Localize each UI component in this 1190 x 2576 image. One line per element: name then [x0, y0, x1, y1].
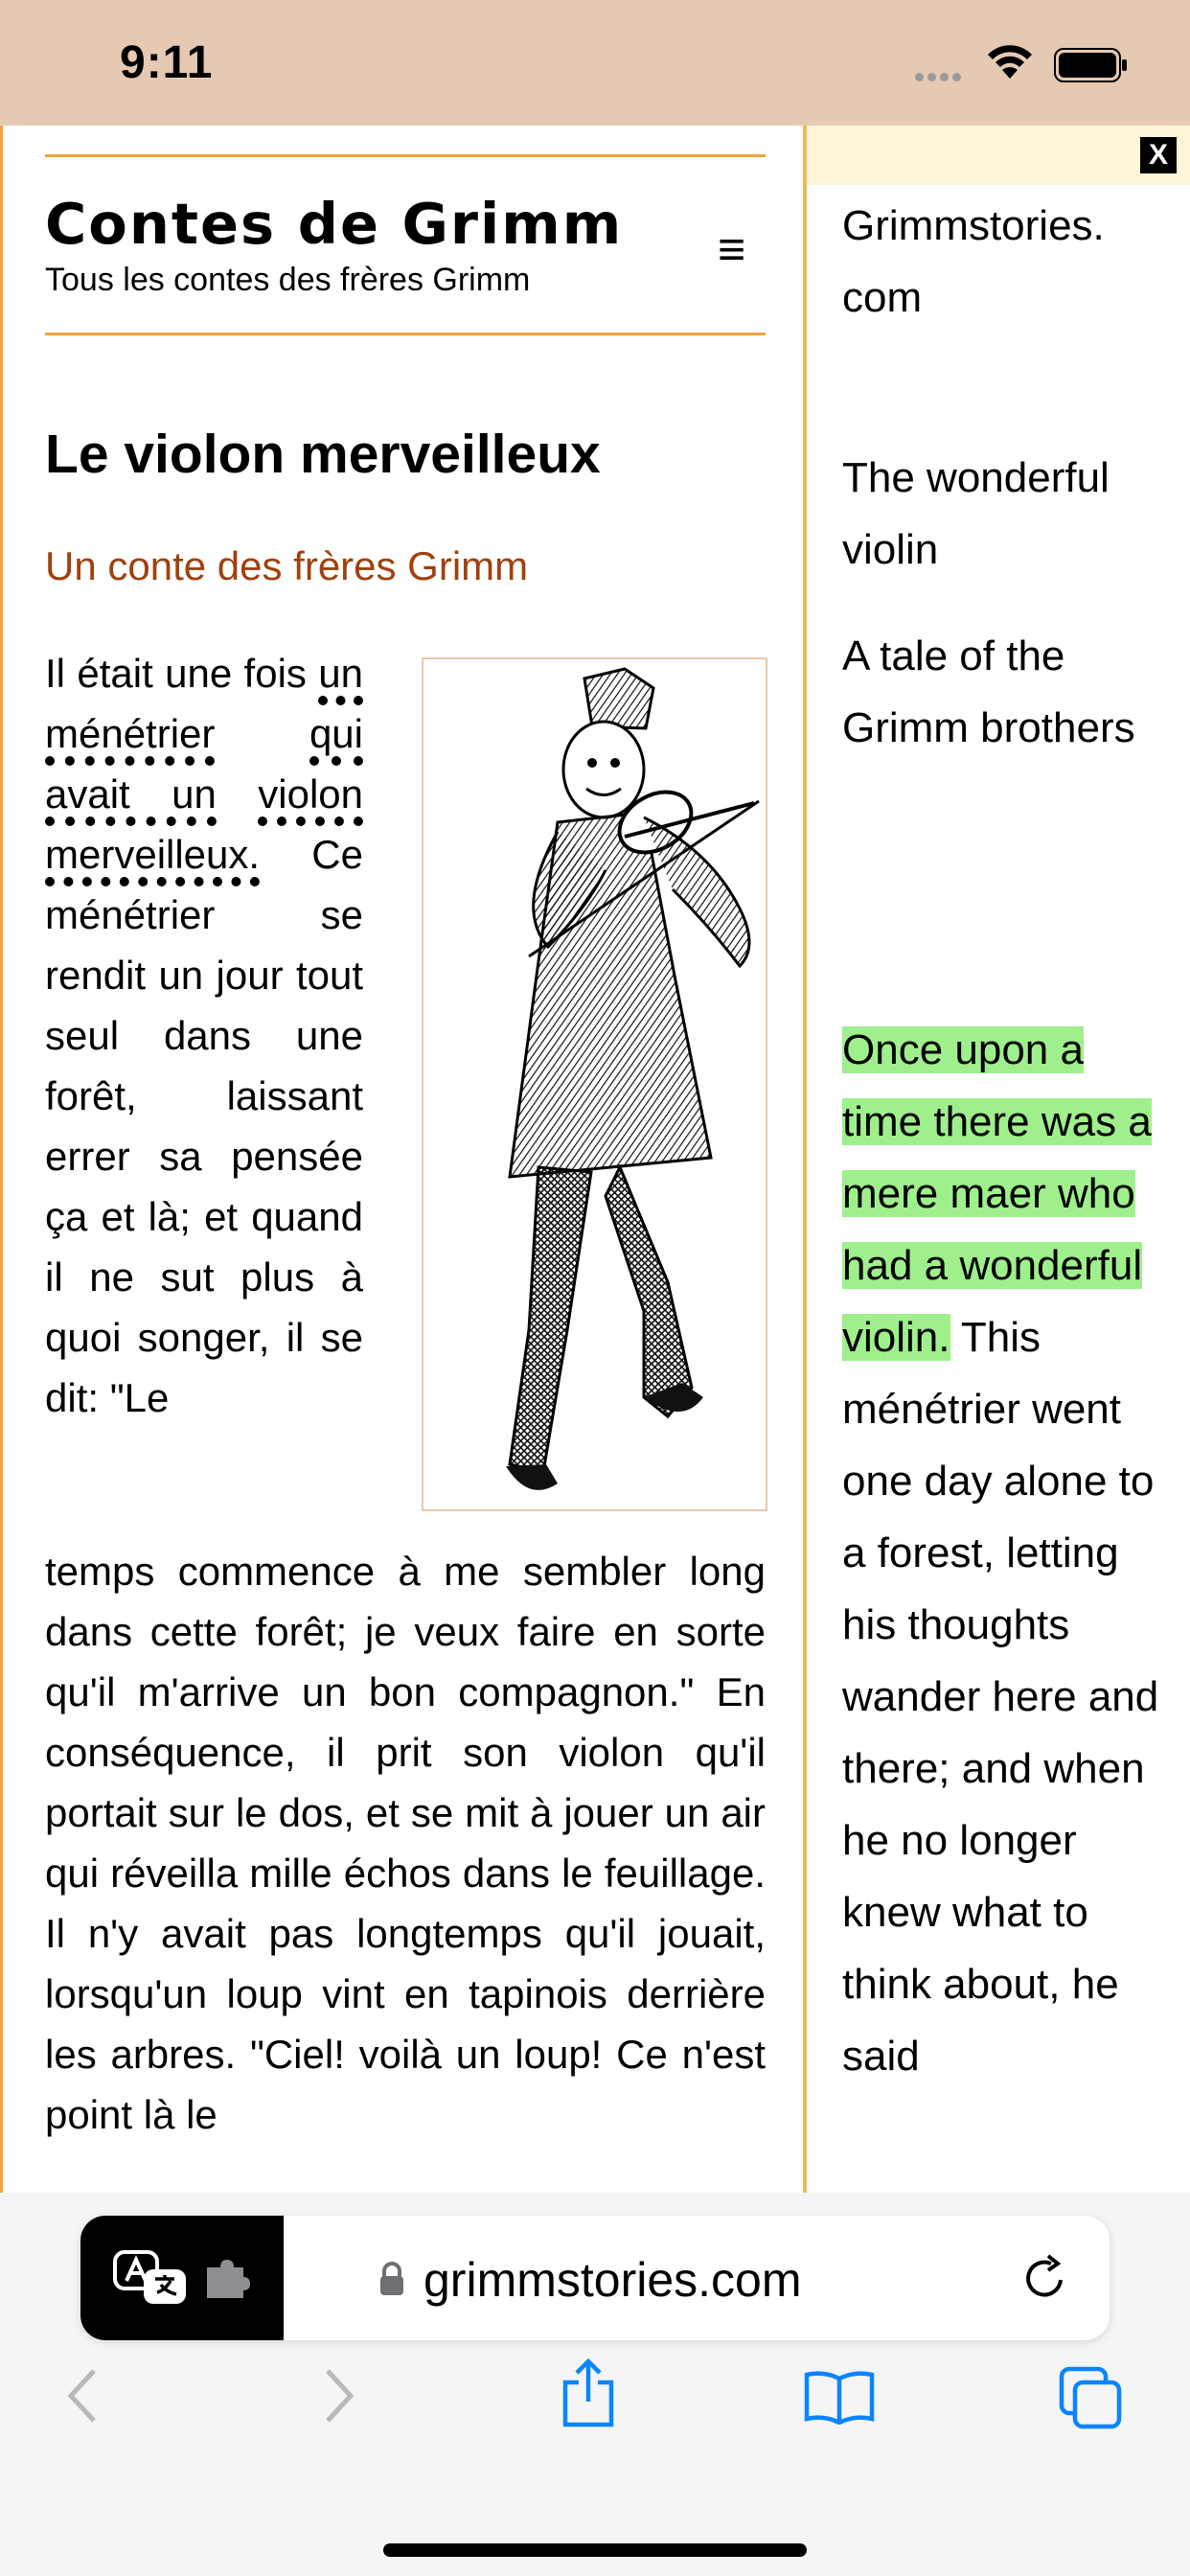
translate-icon[interactable]	[113, 2250, 190, 2308]
translation-rest: This ménétrier went one day alone to a forest, letting his thoughts wander here and there; and when he no longer knew what to think about, he said	[842, 1314, 1159, 2080]
dotted-phrase-4[interactable]: merveilleux.	[45, 832, 260, 886]
story-paragraph-intro	[45, 643, 363, 1428]
wifi-icon	[985, 42, 1035, 80]
header-divider-top	[45, 154, 766, 157]
home-indicator[interactable]	[383, 2543, 807, 2557]
translation-highlight[interactable]: Once upon a time there was a mere maer who had a wonderful violin.	[842, 1026, 1152, 1361]
violinist-illustration	[422, 657, 767, 1511]
bookmarks-icon[interactable]	[803, 2369, 876, 2425]
battery-icon	[1054, 48, 1129, 82]
address-bar[interactable]	[80, 2216, 1110, 2340]
translation-pane-header	[807, 126, 1190, 185]
translation-subtitle: A tale of the Grimm brothers	[842, 632, 1135, 751]
url-text[interactable]: grimmstories.com	[423, 2253, 802, 2307]
story-paragraph-body: temps commence à me sembler long dans cette forêt; je veux faire en sorte qu'il m'arrive un bon compagnon." En conséquence, il prit son violon qu'il portait sur le dos, et se mit à jouer un air qui réveilla mille échos dans le feuillage. Il n'y avait pas longtemps qu'il jouait, lorsqu'un loup vint en tapinois derrière les arbres. "Ciel! voilà un loup! Ce n'est point là le	[45, 1549, 766, 2137]
web-content	[0, 126, 1190, 2193]
translation-title: The wonderful violin	[842, 454, 1110, 573]
site-title[interactable]: Contes de Grimm	[45, 191, 624, 257]
forward-icon[interactable]	[320, 2365, 358, 2426]
original-page-pane[interactable]	[0, 126, 806, 2193]
translation-site: Grimmstories. com	[842, 202, 1105, 321]
close-translation-button[interactable]: X	[1140, 137, 1177, 173]
back-icon[interactable]	[63, 2365, 102, 2426]
browser-toolbar	[0, 2193, 1190, 2576]
status-bar	[0, 0, 1190, 126]
dotted-phrase-3[interactable]: violon	[258, 771, 363, 826]
extensions-area[interactable]	[80, 2216, 284, 2340]
translation-pane	[807, 126, 1190, 2193]
dotted-phrase-1[interactable]: un ménétrier	[45, 651, 363, 766]
cellular-signal-icon	[915, 69, 965, 86]
para-start: Il était une fois	[45, 651, 307, 696]
menu-icon[interactable]: ≡	[718, 222, 746, 276]
story-subtitle: Un conte des frères Grimm	[45, 543, 529, 588]
tabs-icon[interactable]	[1058, 2365, 1125, 2430]
dotted-phrase-2[interactable]: qui avait un	[45, 711, 363, 826]
share-icon[interactable]	[560, 2358, 617, 2428]
translation-paragraph	[842, 1014, 1168, 2092]
status-time: 9:11	[120, 37, 214, 88]
header-divider-bottom	[45, 333, 766, 335]
reload-icon[interactable]	[1019, 2252, 1071, 2304]
story-title: Le violon merveilleux	[45, 424, 601, 485]
site-subtitle: Tous les contes des frères Grimm	[45, 262, 531, 298]
lock-icon	[378, 2260, 406, 2298]
para-continue: Ce ménétrier se rendit un jour tout seul dans une forêt, laissant errer sa pensée ça et là; et quand il ne sut plus à quoi songer, il se dit: "Le	[45, 832, 363, 1420]
extension-puzzle-icon[interactable]	[205, 2258, 251, 2300]
